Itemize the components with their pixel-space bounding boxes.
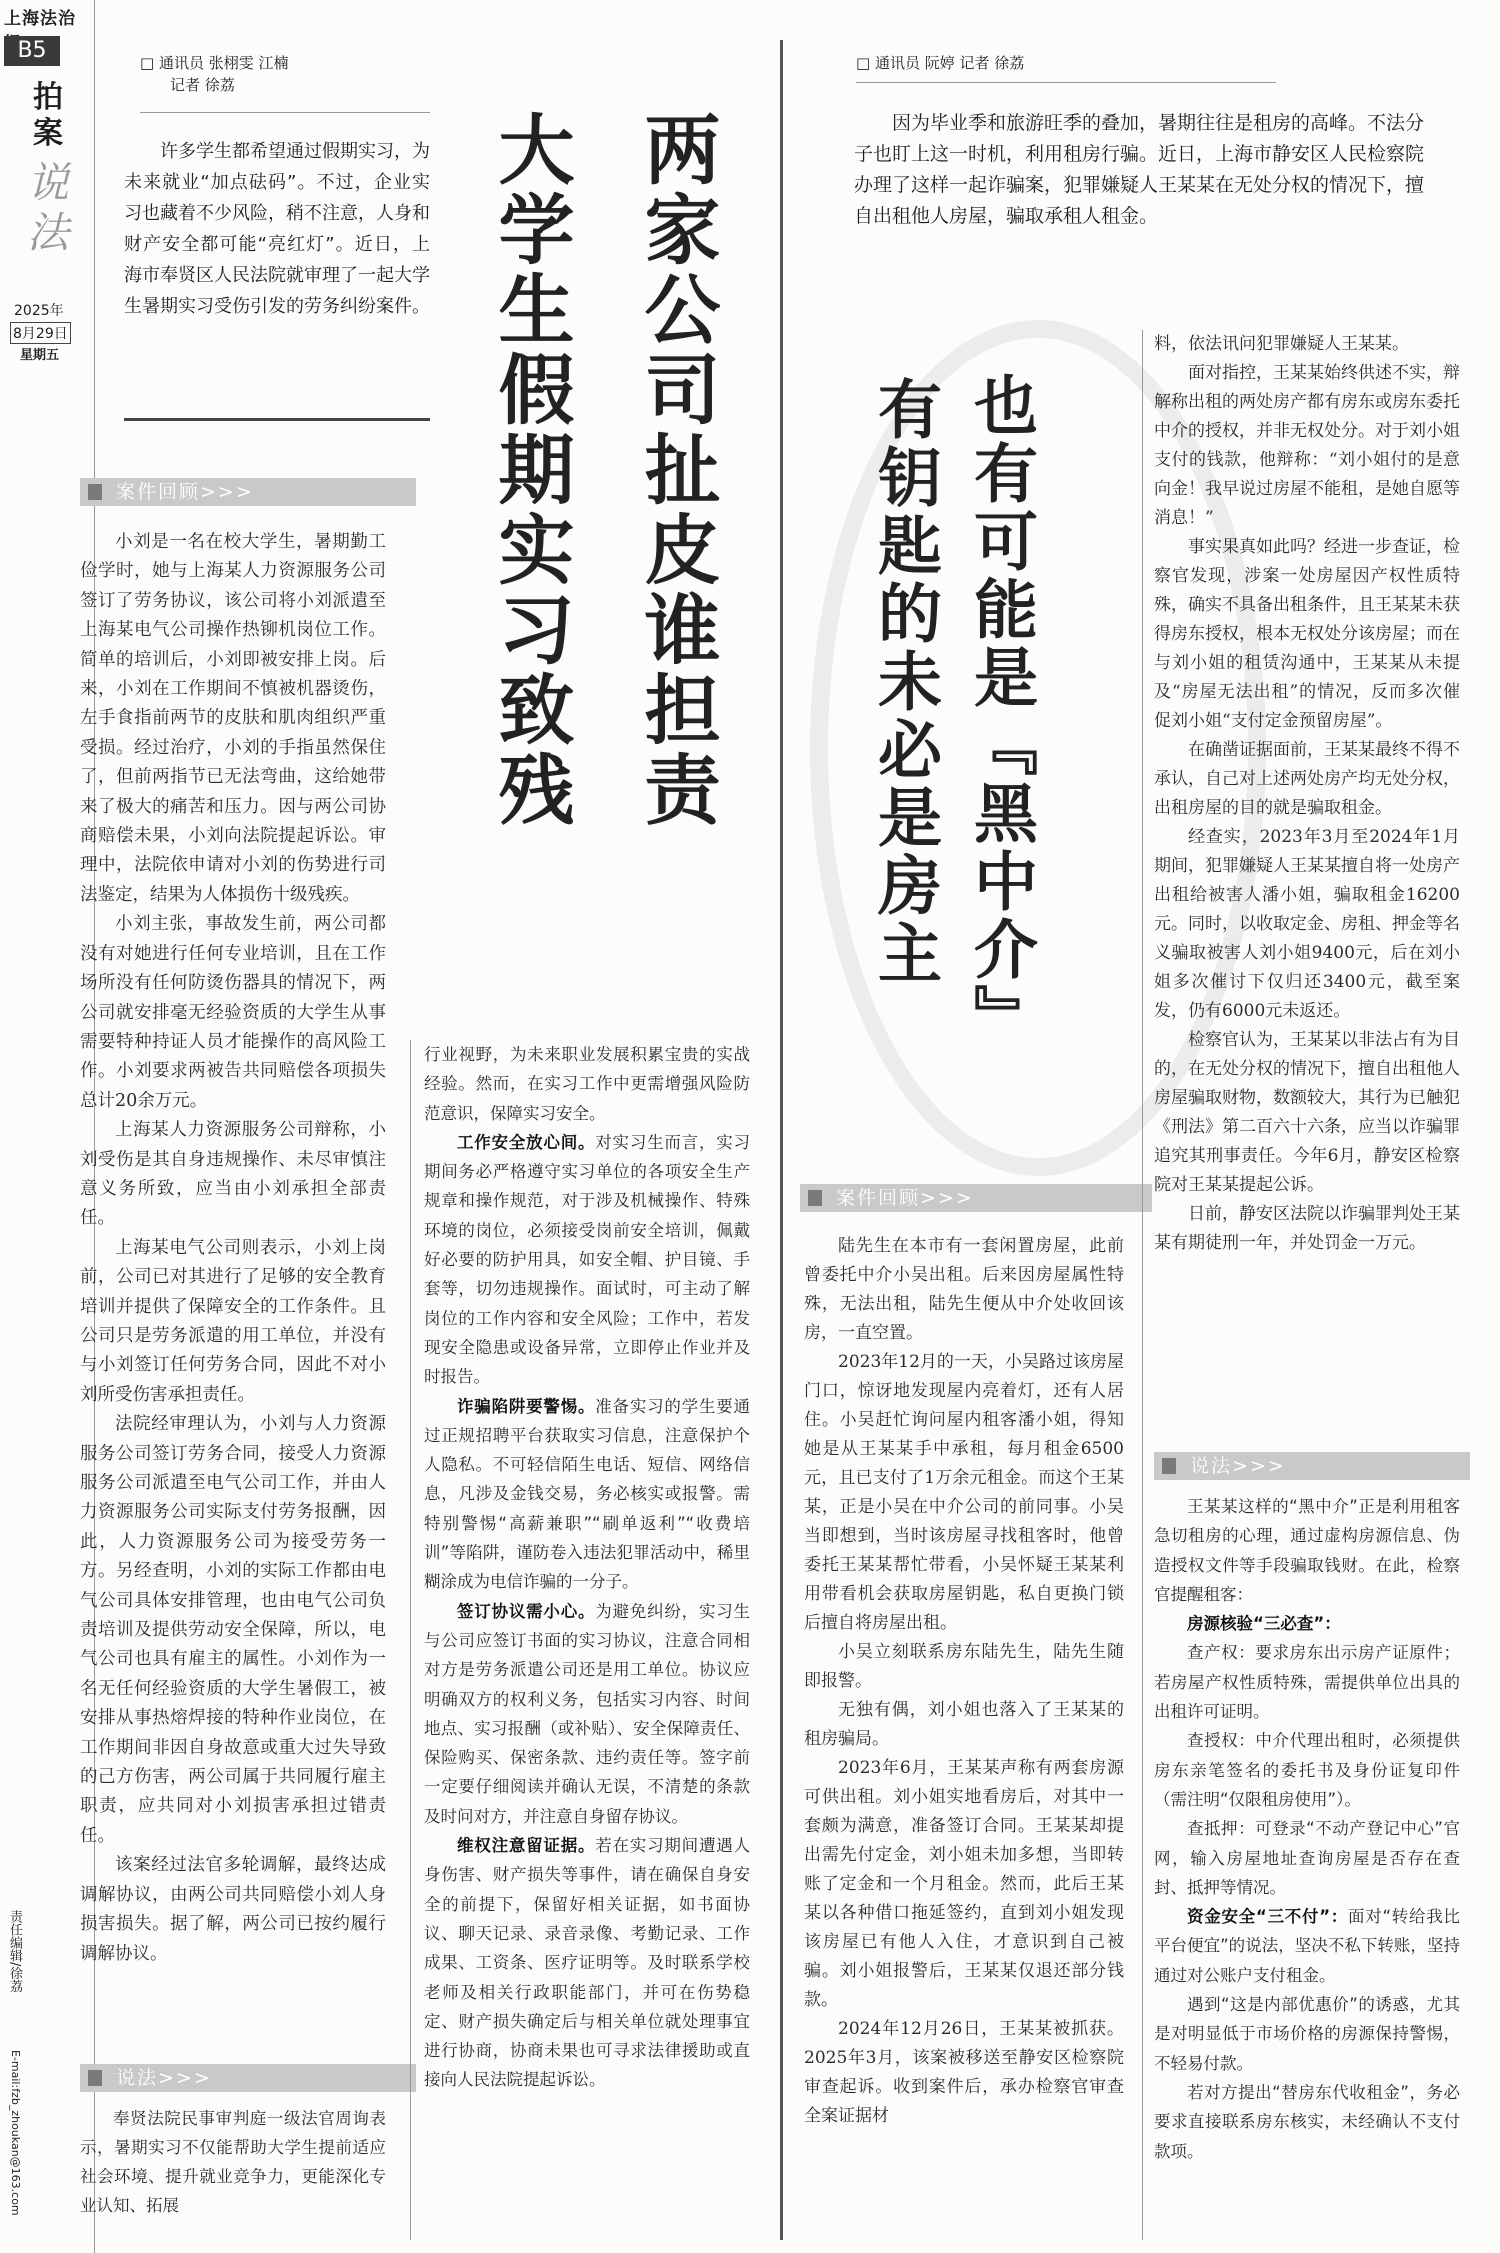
paragraph: 无独有偶，刘小姐也落入了王某某的租房骗局。 (804, 1700, 1124, 1749)
section-title: 拍案 (33, 80, 63, 151)
article2-case-review-bar: 案件回顾>>> (800, 1184, 1152, 1212)
email-credit: E-mail:fzb_zhoukan@163.com (9, 2050, 22, 2216)
paragraph (424, 1392, 750, 1597)
article1-headline-sub: 大学生假期实习致残 (486, 110, 575, 830)
paragraph (1154, 1638, 1460, 1726)
paragraph: 陆先生在本市有一套闲置房屋，此前曾委托中介小吴出租。后来因房屋属性特殊，无法出租，陆先生便从中介处收回该房，一直空置。 (804, 1236, 1124, 1343)
paragraph (1154, 1726, 1460, 1814)
paragraph-heading: 维权注意留证据。 (457, 1836, 596, 1856)
paragraph-text: 为避免纠纷，实习生与公司应签订书面的实习协议，注意合同相对方是劳务派遣公司还是用工单位。协议应明确双方的权利义务，包括实习内容、时间地点、实习报酬（或补贴）、安全保障责任、保险购买、保密条款、违约责任等。签字前一定要仔细阅读并确认无误，不清楚的条款及时问对方，并注意自身留存协议。 (424, 1601, 750, 1826)
paragraph: 2024年12月26日，王某某被抓获。2025年3月，该案被移送至静安区检察院审查起诉。收到案件后，承办检察官审查全案证据材 (804, 2019, 1124, 2126)
paragraph-heading: 房源核验“三必查”： (1187, 1614, 1341, 1634)
article1-lead: 许多学生都希望通过假期实习，为未来就业“加点砝码”。不过，企业实习也藏着不少风险，稍不注意，人身和财产安全都可能“亮红灯”。近日，上海市奉贤区人民法院就审理了一起大学生暑期实习受伤引发的劳务纠纷案件。 (124, 136, 430, 421)
paragraph: 上海某电气公司则表示，小刘上岗前，公司已对其进行了足够的安全教育培训并提供了保障安全的工作条件。且公司只是劳务派遣的用工单位，并没有与小刘签订任何劳务合同，因此不对小刘所受伤害承担责任。 (80, 1237, 386, 1405)
paragraph (1154, 1990, 1460, 2078)
article1-commentary-intro (80, 2104, 386, 2244)
article1-byline-line1: □ 通讯员 张栩雯 江楠 (140, 54, 289, 72)
date-month-day: 8月29日 (10, 322, 71, 344)
article2-lead: 因为毕业季和旅游旺季的叠加，暑期往往是租房的高峰。不法分子也盯上这一时机，利用租房行骗。近日，上海市静安区人民检察院办理了这样一起诈骗案，犯罪嫌疑人王某某在无处分权的情况下，擅自出租他人房屋，骗取承租人租金。 (854, 112, 1425, 227)
paragraph: 事实果真如此吗？经进一步查证，检察官发现，涉案一处房屋因产权性质特殊，确实不具备出租条件，且王某某未获得房东授权，根本无权处分该房屋；而在与刘小姐的租赁沟通中，王某某从未提及“房屋无法出租”的情况，反而多次催促刘小姐“支付定金预留房屋”。 (1154, 537, 1460, 731)
paragraph: 检察官认为，王某某以非法占有为目的，在无处分权的情况下，擅自出租他人房屋骗取财物，数额较大，其行为已触犯《刑法》第二百六十六条，应当以诈骗罪追究其刑事责任。今年6月，静安区检察院对王某某提起公诉。 (1154, 1030, 1460, 1195)
article2-headline-main: 也有可能是『黑中介』 (963, 372, 1038, 1052)
paragraph-heading: 工作安全放心间。 (457, 1132, 596, 1152)
paragraph (1154, 2078, 1460, 2166)
article2-case-body (804, 1232, 1124, 2244)
byline-rule (140, 112, 430, 113)
paragraph-text: 对实习生而言，实习期间务必严格遵守实习单位的各项安全生产规章和操作规范，对于涉及机械操作、特殊环境的岗位，必须接受岗前安全培训，佩戴好必要的防护用具，如安全帽、护目镜、手套等，切勿违规操作。面试时，可主动了解岗位的工作内容和安全风险；工作中，若发现安全隐患或设备异常，立即停止作业并及时报告。 (424, 1132, 750, 1387)
paragraph: 2023年12月的一天，小吴路过该房屋门口，惊讶地发现屋内亮着灯，还有人居住。小吴赶忙询问屋内租客潘小姐，得知她是从王某某手中承租，每月租金6500元，且已支付了1万余元租金。而这个王某某，正是小吴在中介公司的前同事。小吴当即想到，当时该房屋寻找租客时，他曾委托王某某帮忙带看，小吴怀疑王某某利用带看机会获取房屋钥匙，私自更换门锁后擅自将房屋出租。 (804, 1352, 1124, 1633)
newspaper-logo: 上海法治 (4, 9, 76, 29)
article2-byline: □ 通讯员 阮婷 记者 徐荔 (856, 54, 1025, 72)
masthead-strip (0, 0, 92, 2253)
paragraph: 日前，静安区法院以诈骗罪判处王某某有期徒刑一年，并处罚金一万元。 (1154, 1204, 1460, 1253)
paragraph (1154, 1902, 1460, 1990)
page-number: B5 (4, 36, 60, 66)
paragraph-text: 行业视野，为未来职业发展积累宝贵的实战经验。然而，在实习工作中更需增强风险防范意识，保障实习安全。 (424, 1045, 750, 1123)
paragraph-text: 面对“转给我比平台便宜”的说法，坚决不私下转账，坚持通过对公账户支付租金。 (1154, 1907, 1460, 1985)
paragraph-heading: 诈骗陷阱要警惕。 (457, 1396, 596, 1416)
paragraph: 小刘是一名在校大学生，暑期勤工俭学时，她与上海某人力资源服务公司签订了劳务协议，该公司将小刘派遣至上海某电气公司操作热铆机岗位工作。简单的培训后，小刘即被安排上岗。后来，小刘在工作期间不慎被机器烫伤，左手食指前两节的皮肤和肌肉组织严重受损。经过治疗，小刘的手指虽然保住了，但前两指节已无法弯曲，这给她带来了极大的痛苦和压力。因与两公司协商赔偿未果，小刘向法院提起诉讼。审理中，法院依申请对小刘的伤势进行司法鉴定，结果为人体损伤十级残疾。 (80, 532, 386, 905)
paragraph-heading: 资金安全“三不付”： (1187, 1907, 1349, 1927)
paragraph (424, 1128, 750, 1392)
paragraph: 该案经过法官多轮调解，最终达成调解协议，由两公司共同赔偿小刘人身损害损失。据了解，两公司已按约履行调解协议。 (80, 1855, 386, 1964)
paragraph-text: 若在实习期间遭遇人身伤害、财产损失等事件，请在确保自身安全的前提下，保留好相关证据，如书面协议、聊天记录、录音录像、考勤记录、工作成果、工资条、医疗证明等。及时联系学校老师及相关行政职能部门，并可在伤势稳定、财产损失确定后与相关单位就处理事宜进行协商，协商未果也可寻求法律援助或直接向人民法院提起诉讼。 (424, 1836, 750, 2090)
article1-commentary-bar: 说法>>> (80, 2064, 416, 2092)
article1-byline (140, 52, 430, 96)
paragraph: 面对指控，王某某始终供述不实，辩解称出租的两处房产都有房东或房东委托中介的授权，并非无权处分。对于刘小姐支付的钱款，他辩称：“刘小姐付的是意向金！我早说过房屋不能租，是她自愿等消息！” (1154, 363, 1460, 528)
column-divider (410, 1040, 411, 2240)
paragraph-heading: 签订协议需小心。 (457, 1601, 596, 1621)
section-subtitle: 说法 (26, 158, 69, 257)
paragraph (1154, 1814, 1460, 1902)
paragraph-text: 准备实习的学生要通过正规招聘平台获取实习信息，注意保护个人隐私。不可轻信陌生电话、短信、网络信息，凡涉及金钱交易，务必核实或报警。需特别警惕“高薪兼职”“刷单返利”“收费培训”等陷阱，谨防卷入违法犯罪活动中，稀里糊涂成为电信诈骗的一分子。 (424, 1396, 750, 1592)
editor-credit: 责任编辑/徐荔 (7, 1910, 22, 1993)
paragraph: 2023年6月，王某某声称有两套房源可供出租。刘小姐实地看房后，对其中一套颇为满意，准备签订合同。王某某却提出需先付定金，刘小姐未加多想，当即转账了定金和一个月租金。然而，此后王某某以各种借口拖延签约，直到刘小姐发现该房屋已有他人入住，才意识到自己被骗。刘小姐报警后，王某某仅退还部分钱款。 (804, 1758, 1124, 2010)
paragraph: 小吴立刻联系房东陆先生，陆先生随即报警。 (804, 1642, 1124, 1691)
article1-case-body (80, 528, 386, 2048)
article1-case-review-bar: 案件回顾>>> (80, 478, 416, 506)
paragraph: 经查实，2023年3月至2024年1月期间，犯罪嫌疑人王某某擅自将一处房产出租给被害人潘小姐，骗取租金16200元。同时，以收取定金、房租、押金等名义骗取被害人刘小姐9400元，后在刘小姐多次催讨下仅归还3400元，截至案发，仍有6000元未返还。 (1154, 827, 1460, 1021)
paragraph (424, 1040, 750, 1128)
paragraph: 上海某人力资源服务公司辩称，小刘受伤是其自身违规操作、未尽审慎注意义务所致，应当由小刘承担全部责任。 (80, 1120, 386, 1229)
paragraph (1154, 1492, 1460, 1609)
column-divider (1142, 330, 1143, 2240)
article2-commentary-bar: 说法>>> (1154, 1452, 1470, 1480)
paragraph: 法院经审理认为，小刘与人力资源服务公司签订劳务合同，接受人力资源服务公司派遣至电气公司工作，并由人力资源服务公司实际支付劳务报酬，因此，人力资源服务公司为接受劳务一方。另经查明，小刘的实际工作都由电气公司具体安排管理，也由电气公司负责培训及提供劳动安全保障，所以，电气公司也具有雇主的属性。小刘作为一名无任何经验资质的大学生暑假工，被安排从事热熔焊接的特种作业岗位，在工作期间非因自身故意或重大过失导致的己方伤害，两公司属于共同履行雇主职责，应共同对小刘损害承担过错责任。 (80, 1414, 386, 1846)
article2-continued-body (1154, 330, 1460, 1450)
paragraph-text: 查产权：要求房东出示房产证原件；若房屋产权性质特殊，需提供单位出具的出租许可证明。 (1154, 1643, 1460, 1722)
paragraph-text: 查抵押：可登录“不动产登记中心”官网，输入房屋地址查询房屋是否存在查封、抵押等情况。 (1154, 1819, 1460, 1897)
byline-rule (856, 82, 1276, 83)
article1-headline-main: 两家公司扯皮谁担责 (632, 110, 721, 830)
page-divider (780, 40, 789, 2240)
paragraph: 小刘主张，事故发生前，两公司都没有对她进行任何专业培训，且在工作场所没有任何防烫伤器具的情况下，两公司就安排毫无经验资质的大学生从事需要特种持证人员才能操作的高风险工作。小刘要求两被告共同赔偿各项损失总计20余万元。 (80, 914, 386, 1111)
paragraph (1154, 1609, 1460, 1638)
date-year: 2025年 (14, 303, 64, 319)
paragraph (424, 1831, 750, 2095)
article1-byline-line2: 记者 徐荔 (170, 76, 235, 94)
paragraph-text: 王某某这样的“黑中介”正是利用租客急切租房的心理，通过虚构房源信息、伪造授权文件等手段骗取钱财。在此，检察官提醒租客： (1154, 1497, 1460, 1604)
paragraph-text: 遇到“这是内部优惠价”的诱惑，尤其是对明显低于市场价格的房源保持警惕，不轻易付款。 (1154, 1995, 1460, 2073)
paragraph: 奉贤法院民事审判庭一级法官周询表示，暑期实习不仅能帮助大学生提前适应社会环境、提升就业竞争力，更能深化专业认知、拓展 (80, 2109, 386, 2215)
paragraph: 料，依法讯问犯罪嫌疑人王某某。 (1154, 334, 1409, 354)
article1-commentary-body (424, 1040, 750, 2240)
paragraph (424, 1597, 750, 1831)
weekday: 星期五 (20, 348, 60, 363)
article2-headline-sub: 有钥匙的未必是房主 (867, 376, 942, 988)
article2-commentary-body (1154, 1492, 1460, 2244)
paragraph-text: 查授权：中介代理出租时，必须提供房东亲笔签名的委托书及身份证复印件（需注明“仅限租房使用”）。 (1154, 1731, 1460, 1809)
paragraph-text: 若对方提出“替房东代收租金”，务必要求直接联系房东核实，未经确认不支付款项。 (1154, 2082, 1460, 2161)
paragraph: 在确凿证据面前，王某某最终不得不承认，自己对上述两处房产均无处分权，出租房屋的目的就是骗取租金。 (1154, 740, 1460, 818)
